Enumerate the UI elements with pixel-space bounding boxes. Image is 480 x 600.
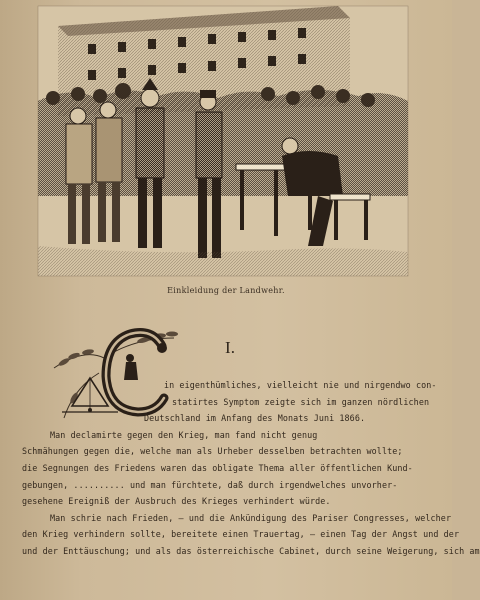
text-line: Man declamirte gegen den Krieg, man fand nicht genug — [50, 429, 318, 440]
text-line: Deutschland im Anfang des Monats Juni 1866. — [144, 413, 366, 424]
text-line: in eigenthümliches, vielleicht nie und nirgendwo con- — [164, 380, 437, 390]
chapter-number: I. — [225, 338, 235, 357]
illustration-caption: Einkleidung der Landwehr. — [167, 286, 285, 295]
body-text — [22, 377, 480, 560]
text-line: gesehene Ereigniß der Ausbruch des Krieges verhindert würde. — [22, 496, 331, 507]
text-line: Schmähungen gegen die, welche man als Urheber desselben betrachten wollte; — [22, 446, 403, 457]
text-line: die Segnungen des Friedens waren das obligate Thema aller öffentlichen Kund- — [22, 462, 413, 473]
text-line: den Krieg verhindern sollte, bereitete einen Trauertag, — einen Tag der Angst und der — [22, 529, 460, 540]
engraving-illustration — [38, 6, 408, 276]
text-line: gebungen, .......... und man fürchtete, daß durch irgendwelches unvorher- — [22, 479, 398, 490]
text-line: und der Enttäuschung; und als das österreichische Cabinet, durch seine Weigerung, sich am — [22, 545, 480, 556]
text-line: Man schrie nach Frieden, — und die Ankündigung des Pariser Congresses, welcher — [50, 512, 452, 523]
text-line: statirtes Symptom zeigte sich im ganzen nördlichen — [172, 396, 430, 407]
